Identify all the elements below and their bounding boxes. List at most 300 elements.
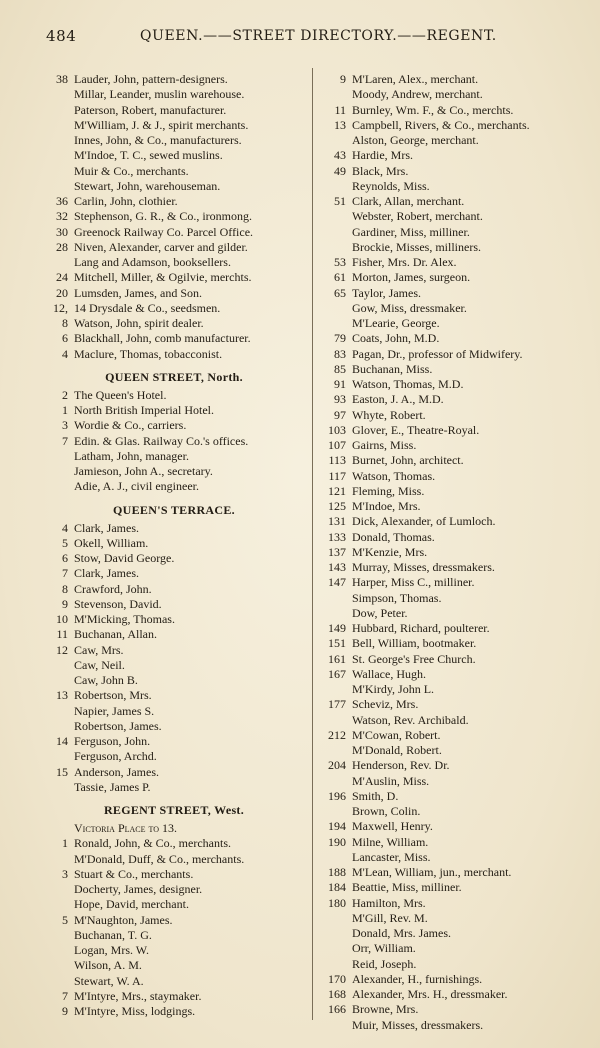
street-number: 212 [328,727,346,742]
directory-entry [40,464,308,479]
street-number: 97 [334,407,346,422]
street-number: 161 [328,651,346,666]
entry-text: M'Donald, Robert. [352,743,442,757]
directory-entry [318,941,580,956]
entry-text: Latham, John, manager. [74,448,189,463]
directory-entry [318,514,580,529]
directory-entry [318,377,580,392]
entry-text: Henderson, Rev. Dr. [352,758,450,773]
street-number: 5 [62,912,68,927]
street-number: 190 [328,834,346,849]
street-number: 133 [328,529,346,544]
entry-text: Simpson, Thomas. [352,590,442,605]
street-number: 166 [328,1002,346,1017]
directory-entry [318,103,580,118]
street-number: 194 [328,819,346,834]
entry-text: Caw, Mrs. [74,642,124,657]
directory-entry [318,667,580,682]
directory-entry [318,682,580,697]
entry-text: Blackhall, John, comb manufacturer. [74,331,251,346]
street-number: 30 [56,224,68,239]
entry-text: Ferguson, Archd. [74,749,157,764]
street-number: 9 [340,72,346,86]
street-number: 51 [334,194,346,208]
directory-entry [40,551,308,566]
directory-entry [318,194,580,209]
entry-text: Beattie, Miss, milliner. [352,880,462,895]
entry-text: Ronald, John, & Co., merchants. [74,836,231,851]
directory-entry [318,987,580,1002]
directory-entry [40,719,308,734]
entry-text: Ferguson, John. [74,734,151,748]
street-number: 8 [62,581,68,596]
entry-text: Reynolds, Miss. [352,178,430,193]
street-number: 53 [334,255,346,269]
entry-text: Hubbard, Richard, poulterer. [352,621,490,635]
street-number: 49 [334,163,346,178]
entry-text: M'Indoe, Mrs. [352,499,421,513]
directory-entry [318,301,580,316]
directory-entry [318,164,580,179]
directory-entry [40,688,308,703]
directory-entry [318,347,580,362]
directory-entry [318,362,580,377]
entry-text: M'Learie, George. [352,316,440,330]
directory-entry [318,652,580,667]
directory-entry [40,582,308,597]
directory-entry [318,225,580,240]
street-number: 188 [328,865,346,879]
street-number: 12, [53,300,68,315]
entry-text: Pagan, Dr., professor of Midwifery. [352,346,523,361]
directory-entry [40,164,308,179]
street-number: 13 [334,117,346,132]
directory-entry [40,836,308,851]
street-number: 3 [62,418,68,433]
entry-text: Napier, James S. [74,703,155,718]
street-number: 24 [56,270,68,285]
directory-entry [318,148,580,163]
street-number: 170 [328,971,346,986]
entry-text: Black, Mrs. [352,163,409,178]
directory-entry [318,499,580,514]
street-number: 4 [62,346,68,361]
street-number: 65 [334,285,346,300]
directory-entry [318,530,580,545]
entry-text: Okell, William. [74,535,149,550]
entry-text: Adie, A. J., civil engineer. [74,479,199,494]
directory-entry [318,957,580,972]
left-column [40,72,308,1019]
directory-entry [40,225,308,240]
entry-text: Gardiner, Miss, milliner. [352,224,470,239]
entry-text: Crawford, John. [74,581,152,596]
entry-text: Maxwell, Henry. [352,819,433,834]
directory-entry [318,270,580,285]
street-number: 180 [328,895,346,910]
entry-text: Lang and Adamson, booksellers. [74,255,231,269]
entry-text: Lancaster, Miss. [352,849,431,864]
directory-entry [318,469,580,484]
entry-text: Clark, Allan, merchant. [352,194,465,208]
entry-text: Donald, Mrs. James. [352,926,451,940]
entry-text: Hope, David, merchant. [74,897,189,912]
entry-text: Stow, David George. [74,551,175,565]
directory-entry [40,536,308,551]
street-number: 85 [334,361,346,376]
directory-entry [40,852,308,867]
directory-entry [40,388,308,403]
entry-text: M'Donald, Duff, & Co., merchants. [74,851,245,866]
directory-entry [40,780,308,795]
entry-text: Alexander, H., furnishings. [352,971,483,986]
directory-entry [318,575,580,590]
entry-text: M'Kirdy, John L. [352,682,435,696]
directory-entry [40,179,308,194]
directory-entry [318,865,580,880]
entry-text: M'Kenzie, Mrs. [352,544,428,559]
street-number: 131 [328,514,346,529]
street-number: 107 [328,438,346,452]
street-number: 125 [328,499,346,513]
directory-entry [318,758,580,773]
entry-text: M'Gill, Rev. M. [352,910,428,925]
entry-text: Robertson, James. [74,718,162,733]
entry-text: M'Auslin, Miss. [352,773,430,788]
street-number: 11 [334,102,346,117]
entry-text: Coats, John, M.D. [352,331,440,346]
street-number: 196 [328,788,346,803]
entry-text: The Queen's Hotel. [74,387,167,402]
directory-entry [318,484,580,499]
entry-text: Clark, James. [74,520,139,535]
street-number: 15 [56,764,68,779]
directory-entry [40,148,308,163]
entry-text: North British Imperial Hotel. [74,403,214,417]
street-number: 1 [62,836,68,851]
street-number: 79 [334,331,346,346]
street-number: 4 [62,520,68,535]
entry-text: Mitchell, Miller, & Ogilvie, merchts. [74,270,252,285]
street-number: 61 [334,270,346,285]
entry-text: Alston, George, merchant. [352,133,479,147]
directory-entry [318,636,580,651]
directory-entry [318,972,580,987]
entry-text: M'Lean, William, jun., merchant. [352,865,512,879]
directory-entry [40,301,308,316]
directory-entry [40,331,308,346]
entry-text: M'Laren, Alex., merchant. [352,72,479,86]
entry-text: M'Indoe, T. C., sewed muslins. [74,148,223,163]
directory-entry [318,743,580,758]
entry-text: Innes, John, & Co., manufacturers. [74,133,242,147]
directory-entry [40,72,308,87]
directory-entry [318,286,580,301]
section-heading: QUEEN STREET, North. [105,369,243,384]
entry-text: Muir & Co., merchants. [74,163,189,178]
entry-text: 14 Drysdale & Co., seedsmen. [74,300,221,315]
street-number: 137 [328,544,346,559]
entry-text: St. George's Free Church. [352,651,476,666]
directory-entry [40,209,308,224]
directory-entry [318,896,580,911]
street-number: 20 [56,285,68,300]
entry-text: Stewart, W. A. [74,973,144,988]
directory-entry [318,819,580,834]
entry-text: Moody, Andrew, merchant. [352,87,483,102]
entry-text: Stephenson, G. R., & Co., ironmong. [74,209,253,224]
entry-text: M'Intyre, Miss, lodgings. [74,1004,196,1018]
directory-entry [318,591,580,606]
street-number: 43 [334,148,346,163]
directory-entry [40,194,308,209]
directory-entry [318,835,580,850]
directory-entry [40,103,308,118]
entry-text: Greenock Railway Co. Parcel Office. [74,224,254,239]
entry-text: Wallace, Hugh. [352,666,427,681]
entry-text: Taylor, James. [352,285,421,300]
entry-text: Clark, James. [74,566,139,581]
entry-text: M'William, J. & J., spirit merchants. [74,117,249,132]
entry-text: Milne, William. [352,834,429,849]
directory-entry [318,118,580,133]
entry-text: Jamieson, John A., secretary. [74,464,213,478]
directory-entry [40,449,308,464]
street-number: 143 [328,560,346,574]
street-number: 10 [56,612,68,626]
directory-entry [40,958,308,973]
entry-text: Donald, Thomas. [352,529,435,544]
directory-entry [40,658,308,673]
street-number: 177 [328,697,346,712]
entry-text: Watson, John, spirit dealer. [74,316,204,330]
directory-entry [318,545,580,560]
street-number: 8 [62,316,68,330]
street-number: 9 [62,596,68,611]
street-number: 121 [328,483,346,498]
entry-text: Gairns, Miss. [352,438,417,452]
street-number: 13 [56,688,68,703]
entry-text: Caw, John B. [74,673,138,687]
directory-entry [318,880,580,895]
street-number: 91 [334,377,346,391]
directory-entry [318,331,580,346]
directory-entry [40,612,308,627]
entry-text: M'Cowan, Robert. [352,727,441,742]
directory-entry [40,913,308,928]
entry-text: Wordie & Co., carriers. [74,418,187,433]
directory-entry [40,403,308,418]
entry-text: Webster, Robert, merchant. [352,209,483,224]
entry-text: Hardie, Mrs. [352,148,413,163]
directory-entry [318,621,580,636]
entry-text: Buchanan, T. G. [74,927,152,942]
directory-entry [318,438,580,453]
directory-entry [318,72,580,87]
entry-text: Caw, Neil. [74,657,125,672]
right-column [318,72,580,1033]
street-number: 167 [328,666,346,681]
directory-entry [318,697,580,712]
street-number: 151 [328,636,346,651]
street-number: 7 [62,566,68,581]
street-number: 6 [62,551,68,565]
directory-entry [40,989,308,1004]
directory-entry [318,255,580,270]
directory-entry [318,1002,580,1017]
entry-text: Orr, William. [352,941,416,956]
street-number: 12 [56,642,68,657]
directory-entry [40,928,308,943]
directory-entry [40,765,308,780]
directory-entry [40,87,308,102]
directory-entry [318,560,580,575]
entry-text: Wilson, A. M. [74,958,142,973]
directory-entry [40,867,308,882]
directory-entry [40,133,308,148]
entry-text: Maclure, Thomas, tobacconist. [74,346,223,361]
directory-entry [40,897,308,912]
entry-text: Easton, J. A., M.D. [352,392,444,407]
street-number: 5 [62,535,68,550]
street-number: 9 [62,1004,68,1018]
directory-entry [318,911,580,926]
directory-entry [40,749,308,764]
entry-text: Stuart & Co., merchants. [74,866,194,881]
entry-text: Murray, Misses, dressmakers. [352,560,495,574]
entry-text: Brown, Colin. [352,804,421,818]
directory-entry [40,627,308,642]
entry-text: Lauder, John, pattern-designers. [74,72,228,86]
directory-entry [40,974,308,989]
entry-text: Anderson, James. [74,764,159,779]
directory-entry [40,434,308,449]
column-divider [312,68,313,1020]
directory-entry [40,943,308,958]
entry-text: Dow, Peter. [352,605,408,620]
directory-entry [40,270,308,285]
street-number: 149 [328,621,346,635]
directory-entry [40,673,308,688]
street-number: 168 [328,987,346,1001]
entry-text: Watson, Thomas, M.D. [352,377,464,391]
directory-entry [40,704,308,719]
entry-text: Gow, Miss, dressmaker. [352,300,467,315]
directory-entry [40,255,308,270]
entry-text: Muir, Misses, dressmakers. [352,1017,484,1032]
entry-text: Stewart, John, warehouseman. [74,178,221,193]
directory-entry [318,606,580,621]
page-header [40,27,497,45]
entry-text: M'Intyre, Mrs., staymaker. [74,988,202,1003]
entry-text: Watson, Rev. Archibald. [352,712,469,727]
entry-text: Alexander, Mrs. H., dressmaker. [352,987,508,1001]
entry-text: Scheviz, Mrs. [352,697,419,712]
entry-text: Edin. & Glas. Railway Co.'s offices. [74,433,249,448]
entry-text: Smith, D. [352,788,399,803]
entry-text: Brockie, Misses, milliners. [352,239,481,254]
street-number: 117 [328,468,346,483]
entry-text: Tassie, James P. [74,779,151,794]
section-heading: REGENT STREET, West. [103,803,245,817]
directory-entry [318,728,580,743]
directory-entry [40,240,308,255]
directory-entry [40,734,308,749]
entry-text: Morton, James, surgeon. [352,270,471,285]
directory-entry [318,423,580,438]
directory-entry [40,418,308,433]
directory-entry [40,316,308,331]
entry-text: Fleming, Miss. [352,483,425,498]
directory-entry [318,179,580,194]
directory-entry [318,87,580,102]
entry-text: Reid, Joseph. [352,956,417,971]
section-heading: QUEEN'S TERRACE. [113,502,235,517]
directory-entry [318,240,580,255]
entry-text: Bell, William, bootmaker. [352,636,477,651]
street-number: 36 [56,194,68,208]
directory-entry [318,133,580,148]
directory-entry [318,774,580,789]
running-title: QUEEN.——STREET DIRECTORY.——REGENT. [140,28,497,44]
directory-entry [40,479,308,494]
entry-text: Hamilton, Mrs. [352,895,426,910]
street-number: 38 [56,72,68,86]
street-number: 1 [62,403,68,417]
entry-text: M'Micking, Thomas. [74,612,175,626]
entry-text: Whyte, Robert. [352,407,426,422]
directory-entry [318,804,580,819]
directory-entry [318,392,580,407]
street-number: 184 [328,880,346,895]
directory-entry [40,643,308,658]
directory-entry [318,408,580,423]
entry-text: Burnet, John, architect. [352,453,464,468]
street-number: 83 [334,346,346,361]
subheading-text: Victoria Place to 13. [74,821,178,835]
entry-text: Paterson, Robert, manufacturer. [74,102,227,117]
street-number: 3 [62,866,68,881]
entry-text: Campbell, Rivers, & Co., merchants. [352,117,530,132]
directory-entry [318,789,580,804]
street-number: 28 [56,239,68,254]
entry-text: Niven, Alexander, carver and gilder. [74,239,248,254]
entry-text: Buchanan, Miss. [352,361,433,376]
street-number: 11 [56,627,68,642]
directory-entry [318,453,580,468]
directory-entry [318,926,580,941]
entry-text: Dick, Alexander, of Lumloch. [352,514,496,529]
entry-text: Fisher, Mrs. Dr. Alex. [352,255,457,269]
street-number: 32 [56,209,68,224]
directory-entry [40,521,308,536]
street-number: 147 [328,575,346,590]
entry-text: Watson, Thomas. [352,468,436,483]
directory-entry [318,713,580,728]
directory-entry [318,316,580,331]
street-number: 204 [328,758,346,773]
section-subheading [40,821,308,836]
street-number: 93 [334,392,346,407]
directory-entry [318,209,580,224]
entry-text: Burnley, Wm. F., & Co., merchts. [352,102,514,117]
entry-text: Robertson, Mrs. [74,688,152,703]
directory-entry [40,882,308,897]
entry-text: Browne, Mrs. [352,1002,419,1017]
street-number: 2 [62,387,68,402]
directory-entry [318,1018,580,1033]
entry-text: M'Naughton, James. [74,912,173,927]
